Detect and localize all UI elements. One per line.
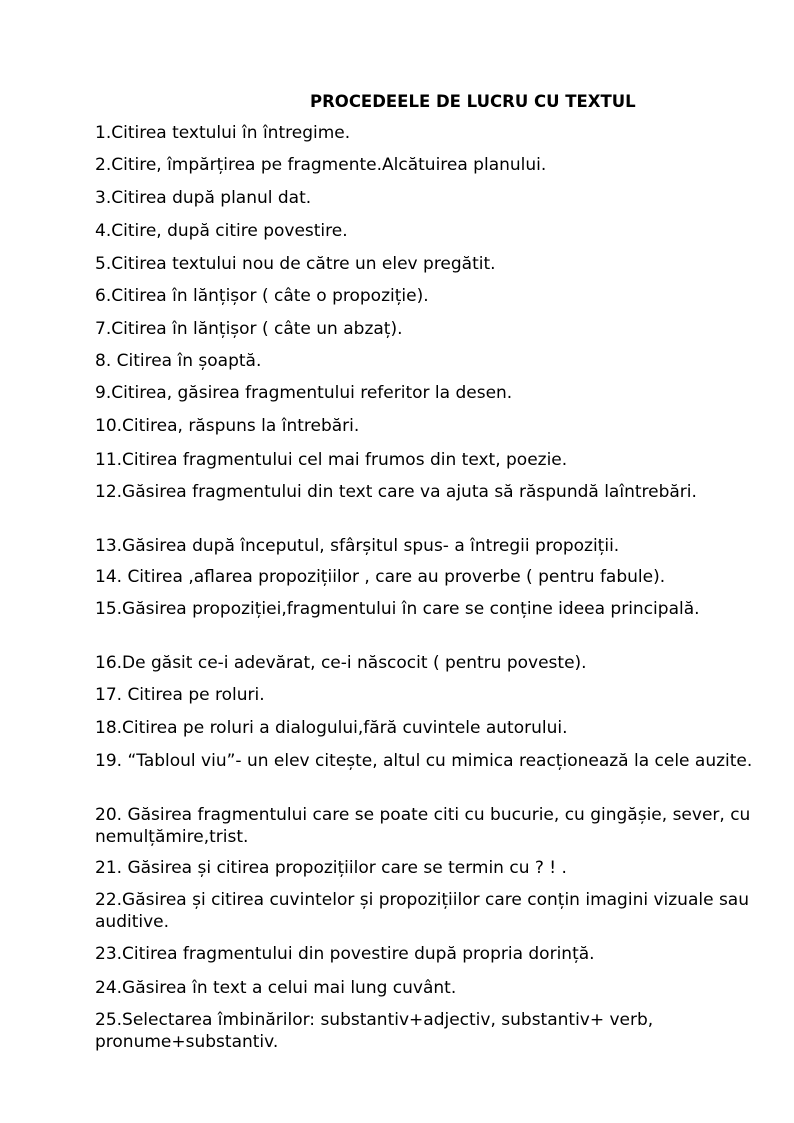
list-item-11: 11.Citirea fragmentului cel mai frumos din text, poezie. (95, 450, 568, 470)
list-item-19: 19. “Tabloul viu”- un elev citește, altul cu mimica reacționează la cele auzite. (95, 751, 753, 771)
document-title: PROCEDEELE DE LUCRU CU TEXTUL (310, 92, 636, 111)
list-item-7: 7.Citirea în lănțișor ( câte un abzaț). (95, 319, 403, 339)
list-item-12: 12.Găsirea fragmentului din text care va ajuta să răspundă laîntrebări. (95, 482, 697, 502)
list-item-2: 2.Citire, împărțirea pe fragmente.Alcătuirea planului. (95, 155, 547, 175)
list-item-18: 18.Citirea pe roluri a dialogului,fără cuvintele autorului. (95, 718, 568, 738)
list-item-4: 4.Citire, după citire povestire. (95, 221, 348, 241)
list-item-5: 5.Citirea textului nou de către un elev pregătit. (95, 254, 496, 274)
list-item-6: 6.Citirea în lănțișor ( câte o propoziție). (95, 286, 429, 306)
list-item-25: 25.Selectarea îmbinărilor: substantiv+adjectiv, substantiv+ verb, pronume+substantiv. (95, 1010, 654, 1052)
list-item-24: 24.Găsirea în text a celui mai lung cuvânt. (95, 978, 457, 998)
list-item-17: 17. Citirea pe roluri. (95, 685, 265, 705)
list-item-10: 10.Citirea, răspuns la întrebări. (95, 416, 360, 436)
list-item-21: 21. Găsirea și citirea propozițiilor care se termin cu ? ! . (95, 858, 567, 878)
list-item-3: 3.Citirea după planul dat. (95, 188, 312, 208)
list-item-1: 1.Citirea textului în întregime. (95, 123, 351, 143)
list-item-9: 9.Citirea, găsirea fragmentului referitor la desen. (95, 383, 513, 403)
list-item-13: 13.Găsirea după începutul, sfârșitul spus- a întregii propoziții. (95, 536, 620, 556)
list-item-22: 22.Găsirea și citirea cuvintelor și propozițiilor care conțin imagini vizuale sau auditive. (95, 890, 750, 932)
list-item-8: 8. Citirea în șoaptă. (95, 351, 262, 371)
list-item-23: 23.Citirea fragmentului din povestire după propria dorință. (95, 944, 595, 964)
list-item-20: 20. Găsirea fragmentului care se poate citi cu bucurie, cu gingășie, sever, cu nemulțămire,trist. (95, 805, 751, 847)
list-item-14: 14. Citirea ,aflarea propozițiilor , care au proverbe ( pentru fabule). (95, 567, 666, 587)
list-item-15: 15.Găsirea propoziției,fragmentului în care se conține ideea principală. (95, 599, 700, 619)
list-item-16: 16.De găsit ce-i adevărat, ce-i născocit ( pentru poveste). (95, 653, 587, 673)
